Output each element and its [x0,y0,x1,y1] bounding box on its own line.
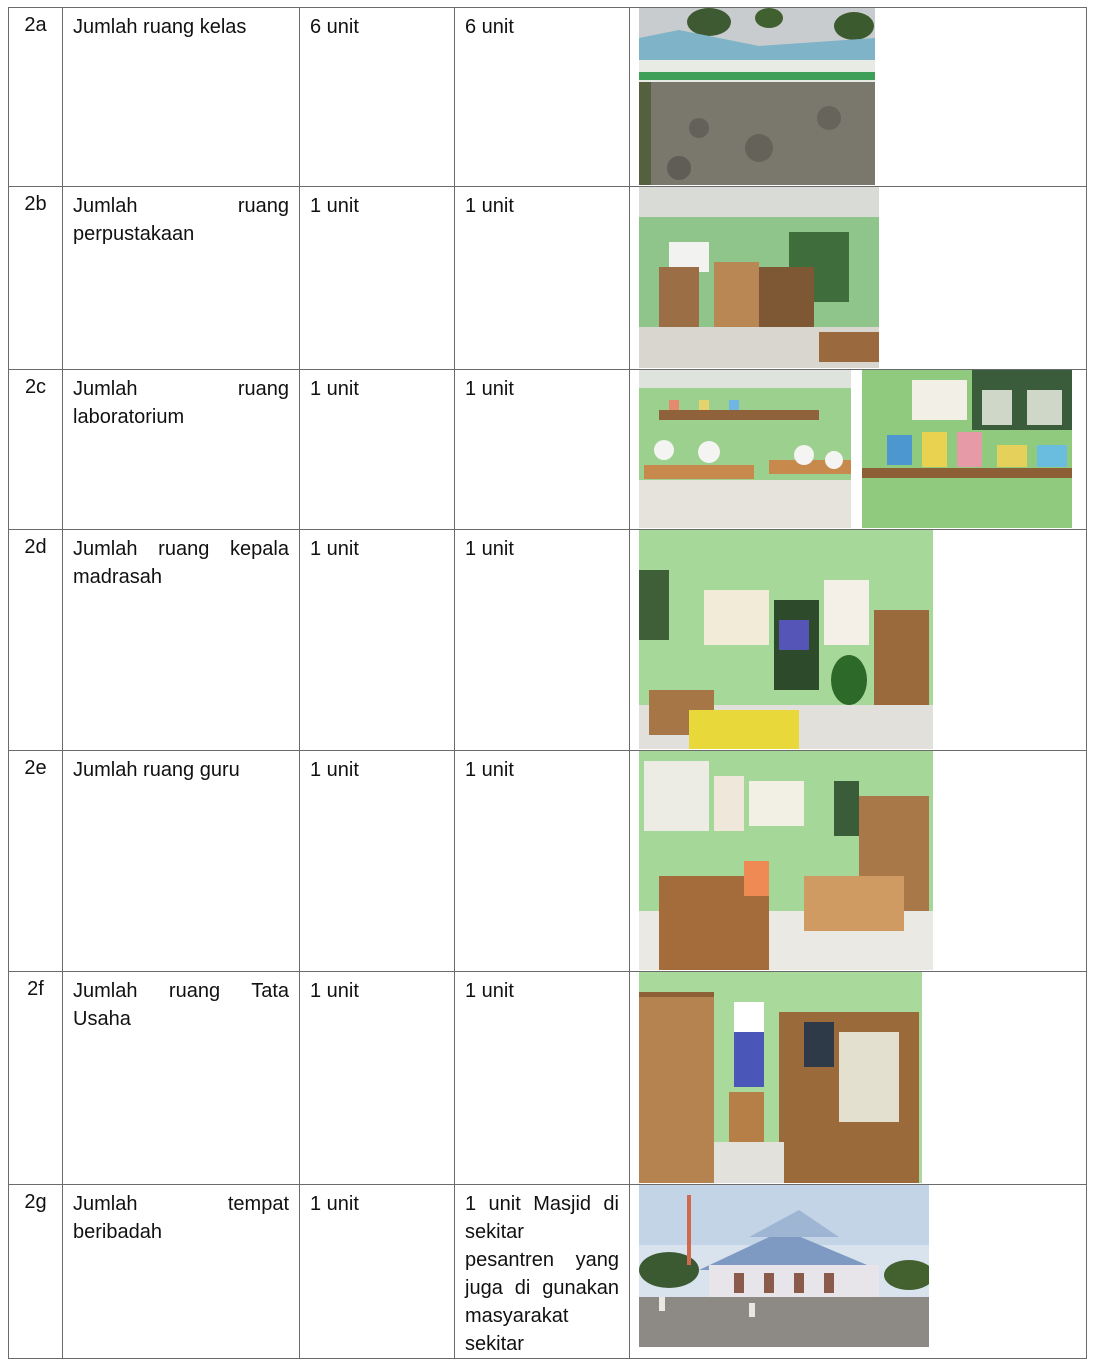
row-value-1: 1 unit [300,530,455,751]
row-value-line: masyarakat [465,1305,569,1327]
facility-table [8,7,1087,1359]
row-value-2: 1 unit [455,530,630,751]
classroom-building-photo [639,8,875,185]
row-label: Jumlah ruang guru [63,751,300,972]
row-value-2: 1 unit [455,187,630,370]
row-value-2: 1 unit [455,370,630,530]
row-value-1: 6 unit [300,8,455,187]
row-value-1: 1 unit [300,187,455,370]
table-row [9,8,1087,187]
row-label-line: perpustakaan [73,223,195,245]
row-photos [630,370,1087,530]
row-label-line: Jumlah tempat [73,1193,289,1215]
library-photo [639,187,879,368]
table-row [9,972,1087,1185]
table-row [9,1185,1087,1359]
row-value-line: pesantren yang [465,1249,619,1271]
row-value-line: juga di gunakan [465,1277,619,1299]
row-value-2: 6 unit [455,8,630,187]
laboratory-photo [639,370,851,528]
row-number: 2d [9,530,63,751]
row-value-2: 1 unit [455,751,630,972]
row-value-2 [455,1185,630,1359]
row-label-line: Jumlah ruang kepala [73,538,289,560]
row-label-line: Jumlah ruang Tata [73,980,289,1002]
administration-room-photo [639,972,922,1183]
row-value-1: 1 unit [300,972,455,1185]
row-label [63,370,300,530]
laboratory-detail-photo [862,370,1072,528]
row-number: 2f [9,972,63,1185]
row-value-1: 1 unit [300,1185,455,1359]
table-row [9,187,1087,370]
row-label [63,530,300,751]
table-row [9,751,1087,972]
row-label-line: Jumlah ruang [73,378,289,400]
row-number: 2e [9,751,63,972]
row-value-1: 1 unit [300,370,455,530]
row-photos [630,972,1087,1185]
row-number: 2a [9,8,63,187]
mosque-photo [639,1185,929,1347]
row-label-line: Usaha [73,1008,131,1030]
row-photos [630,751,1087,972]
row-label-line: Jumlah ruang [73,195,289,217]
row-label-line: madrasah [73,566,162,588]
principal-office-photo [639,530,933,749]
row-label-line: beribadah [73,1221,162,1243]
row-photos [630,8,1087,187]
row-number: 2b [9,187,63,370]
row-label [63,972,300,1185]
row-label [63,1185,300,1359]
row-photos [630,530,1087,751]
row-value-line: sekitar [465,1333,524,1355]
row-photos [630,1185,1087,1359]
row-value-line: 1 unit Masjid di [465,1193,619,1215]
row-value-1: 1 unit [300,751,455,972]
teacher-room-photo [639,751,933,970]
row-label: Jumlah ruang kelas [63,8,300,187]
row-number: 2g [9,1185,63,1359]
row-number: 2c [9,370,63,530]
row-label-line: laboratorium [73,406,185,428]
row-label [63,187,300,370]
row-value-2: 1 unit [455,972,630,1185]
table-row [9,530,1087,751]
row-photos [630,187,1087,370]
row-value-line: sekitar [465,1221,524,1243]
table-row [9,370,1087,530]
